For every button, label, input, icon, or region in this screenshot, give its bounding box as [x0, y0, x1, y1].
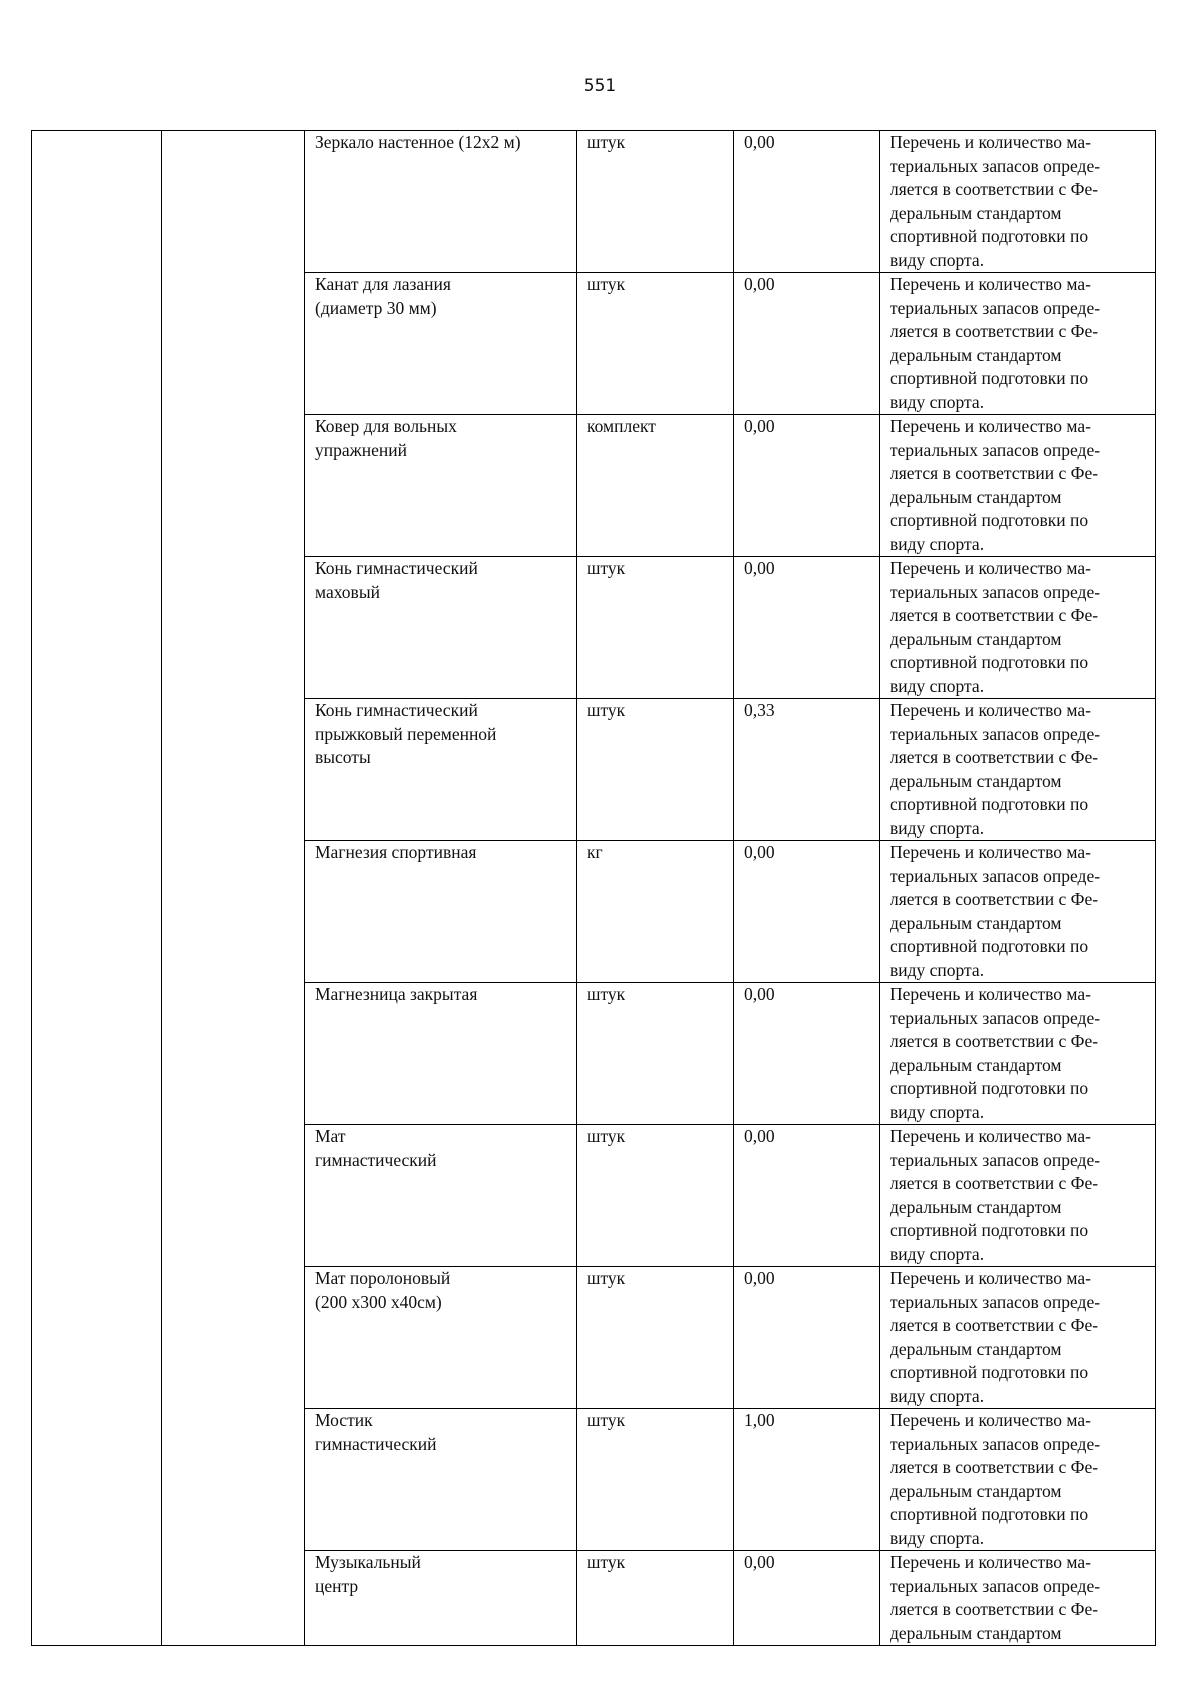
item-unit: штук — [577, 557, 734, 699]
item-unit: кг — [577, 841, 734, 983]
item-note: Перечень и количество ма- териальных запасов опреде- ляется в соответствии с Фе- деральным стандартом спортивной подготовки по виду спорта. — [880, 1409, 1156, 1551]
item-quantity: 0,00 — [734, 841, 880, 983]
equipment-table — [31, 130, 1156, 1646]
item-unit: штук — [577, 1125, 734, 1267]
item-quantity: 0,00 — [734, 273, 880, 415]
item-unit: штук — [577, 699, 734, 841]
table-row — [32, 131, 1156, 273]
item-unit: штук — [577, 1409, 734, 1551]
item-quantity: 0,00 — [734, 415, 880, 557]
merged-cell-col1 — [32, 131, 162, 1646]
page-number: 551 — [583, 76, 617, 96]
item-name: Конь гимнастический прыжковый переменной высоты — [305, 699, 577, 841]
item-quantity: 0,00 — [734, 983, 880, 1125]
item-quantity: 0,00 — [734, 557, 880, 699]
item-unit: комплект — [577, 415, 734, 557]
item-note: Перечень и количество ма- териальных запасов опреде- ляется в соответствии с Фе- деральным стандартом спортивной подготовки по виду спорта. — [880, 699, 1156, 841]
item-name: Мостик гимнастический — [305, 1409, 577, 1551]
item-note: Перечень и количество ма- териальных запасов опреде- ляется в соответствии с Фе- деральным стандартом спортивной подготовки по виду спорта. — [880, 557, 1156, 699]
item-note: Перечень и количество ма- териальных запасов опреде- ляется в соответствии с Фе- деральным стандартом спортивной подготовки по виду спорта. — [880, 841, 1156, 983]
item-unit: штук — [577, 131, 734, 273]
item-name: Магнезница закрытая — [305, 983, 577, 1125]
merged-cell-col2 — [162, 131, 305, 1646]
item-unit: штук — [577, 983, 734, 1125]
item-quantity: 0,00 — [734, 1551, 880, 1646]
item-quantity: 0,00 — [734, 1125, 880, 1267]
item-note: Перечень и количество ма- териальных запасов опреде- ляется в соответствии с Фе- деральным стандартом — [880, 1551, 1156, 1646]
item-unit: штук — [577, 1551, 734, 1646]
item-note: Перечень и количество ма- териальных запасов опреде- ляется в соответствии с Фе- деральным стандартом спортивной подготовки по виду спорта. — [880, 415, 1156, 557]
item-name: Магнезия спортивная — [305, 841, 577, 983]
item-quantity: 0,00 — [734, 1267, 880, 1409]
item-unit: штук — [577, 1267, 734, 1409]
item-name: Музыкальный центр — [305, 1551, 577, 1646]
item-note: Перечень и количество ма- териальных запасов опреде- ляется в соответствии с Фе- деральным стандартом спортивной подготовки по виду спорта. — [880, 1125, 1156, 1267]
item-note: Перечень и количество ма- териальных запасов опреде- ляется в соответствии с Фе- деральным стандартом спортивной подготовки по виду спорта. — [880, 273, 1156, 415]
item-note: Перечень и количество ма- териальных запасов опреде- ляется в соответствии с Фе- деральным стандартом спортивной подготовки по виду спорта. — [880, 131, 1156, 273]
item-quantity: 1,00 — [734, 1409, 880, 1551]
item-name: Конь гимнастический маховый — [305, 557, 577, 699]
item-unit: штук — [577, 273, 734, 415]
item-note: Перечень и количество ма- териальных запасов опреде- ляется в соответствии с Фе- деральным стандартом спортивной подготовки по виду спорта. — [880, 1267, 1156, 1409]
item-quantity: 0,33 — [734, 699, 880, 841]
item-name: Мат гимнастический — [305, 1125, 577, 1267]
item-note: Перечень и количество ма- териальных запасов опреде- ляется в соответствии с Фе- деральным стандартом спортивной подготовки по виду спорта. — [880, 983, 1156, 1125]
item-name: Ковер для вольных упражнений — [305, 415, 577, 557]
item-name: Канат для лазания (диаметр 30 мм) — [305, 273, 577, 415]
item-name: Зеркало настенное (12х2 м) — [305, 131, 577, 273]
item-name: Мат поролоновый (200 х300 х40см) — [305, 1267, 577, 1409]
item-quantity: 0,00 — [734, 131, 880, 273]
